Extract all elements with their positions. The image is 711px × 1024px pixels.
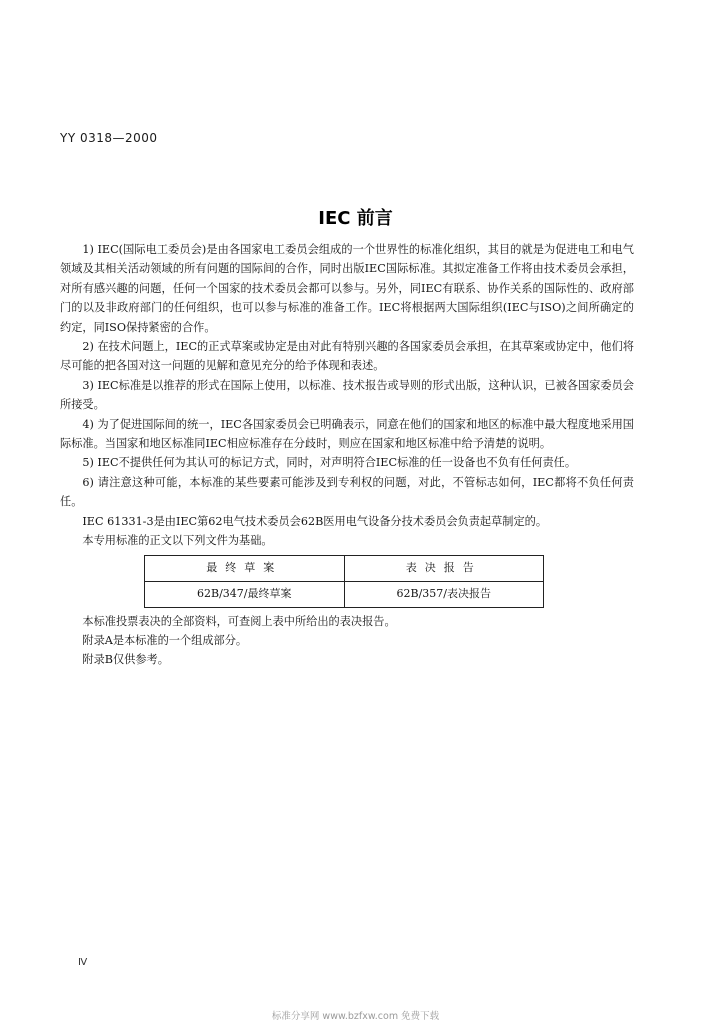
watermark-text: 标准分享网 www.bzfxw.com 免费下载 [271,1011,440,1022]
table-header-final-draft: 最终草案 [145,555,345,581]
paragraph-5: 5) IEC不提供任何为其认可的标记方式，同时，对声明符合IEC标准的任一设备也不负有任何责任。 [82,456,577,470]
intro-line-committee: IEC 61331-3是由IEC第62电气技术委员会62B医用电气设备分技术委员会负责起草制定的。 [82,514,548,528]
closing-line-voting-info: 本标准投票表决的全部资料，可查阅上表中所给出的表决报告。 [82,614,396,628]
paragraph-3: 3) IEC标准是以推荐的形式在国际上使用，以标准、技术报告或导则的形式出版，这种认识，已被各国家委员会所接受。 [60,378,634,412]
page-number: Ⅳ [78,957,88,968]
paragraph-2: 2) 在技术问题上，IEC的正式草案或协定是由对此有特别兴趣的各国家委员会承担，在其草案或协定中，他们将尽可能的把各国对这一问题的见解和意见充分的给予体现和表述。 [60,340,634,373]
page-title: IEC 前言 [318,208,393,229]
document-body [60,240,634,670]
paragraph-6: 6) 请注意这种可能，本标准的某些要素可能涉及到专利权的问题，对此，不管标志如何，IEC都将不负任何责任。 [60,475,634,509]
closing-line-annex-a: 附录A是本标准的一个组成部分。 [82,633,248,647]
table-header-voting-report: 表决报告 [344,555,544,581]
intro-line-basis: 本专用标准的正文以下列文件为基础。 [82,534,273,548]
paragraph-1: 1) IEC(国际电工委员会)是由各国家电工委员会组成的一个世界性的标准化组织，其目的就是为促进电工和电气领域及其相关活动领域的所有问题的国际间的合作，同时出版IEC国际标准。其拟定准备工作将由技术委员会承担，对所有感兴趣的问题，任何一个国家的技术委员会都可以参与。另外，同IEC有联系、协作关系的国际性的、政府部门的以及非政府部门的任何组织，也可以参与标准的准备工作。IEC将根据两大国际组织(IEC与ISO)之间所确定的约定，同ISO保持紧密的合作。 [60,243,634,334]
standard-code: YY 0318—2000 [60,131,158,145]
paragraph-4: 4) 为了促进国际间的统一，IEC各国家委员会已明确表示，同意在他们的国家和地区的标准中最大程度地采用国际标准。当国家和地区标准同IEC相应标准存在分歧时，则应在国家和地区标准中给予清楚的说明。 [60,417,634,451]
basis-documents-table [144,555,544,608]
table-row [145,581,544,607]
closing-line-annex-b: 附录B仅供参考。 [82,653,169,667]
table-header-row [145,555,544,581]
table-cell-final-draft: 62B/347/最终草案 [145,581,345,607]
table-cell-voting-report: 62B/357/表决报告 [344,581,544,607]
